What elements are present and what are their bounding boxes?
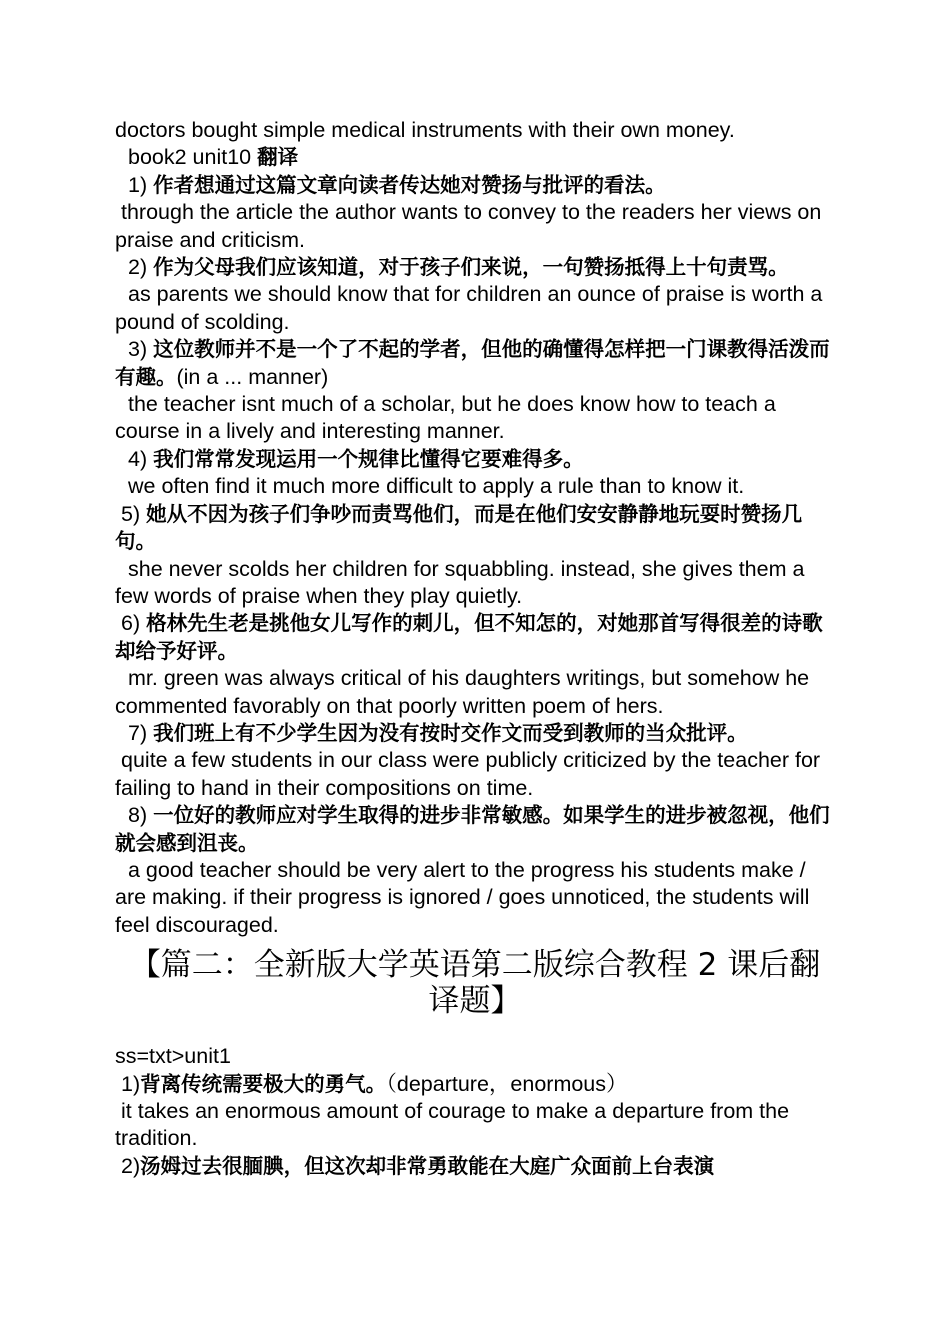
unit1-question-2	[115, 1153, 835, 1180]
answer-7: quite a few students in our class were publicly criticized by the teacher for failing to hand in their compositions on time.	[115, 748, 821, 800]
question-text: 作者想通过这篇文章向读者传达她对赞扬与批评的看法。	[153, 172, 666, 197]
question-hint: (in a ... manner)	[176, 364, 329, 389]
answer-4: we often find it much more difficult to apply a rule than to know it.	[128, 474, 745, 499]
question-8	[115, 802, 835, 857]
question-number: 8)	[128, 803, 154, 828]
question-number: 2)	[128, 255, 154, 280]
answer-2: as parents we should know that for children an ounce of praise is worth a pound of scolding.	[115, 282, 823, 334]
section-title	[115, 144, 835, 171]
unit1-question-1	[115, 1071, 835, 1098]
unit-label: ss=txt>unit1	[115, 1044, 231, 1069]
document-page	[115, 117, 835, 1180]
question-number: 7)	[128, 720, 154, 745]
section-title-cn: 翻译	[257, 145, 299, 170]
question-7	[115, 720, 835, 747]
question-text: 作为父母我们应该知道，对于孩子们来说，一句赞扬抵得上十句责骂。	[153, 255, 789, 280]
question-number: 4)	[128, 446, 154, 471]
answer-3: the teacher isnt much of a scholar, but he does know how to teach a course in a lively and interesting manner.	[115, 392, 776, 444]
question-number: 5)	[121, 501, 147, 526]
question-number: 3)	[128, 337, 154, 362]
question-text: 一位好的教师应对学生取得的进步非常敏感。如果学生的进步被忽视，他们就会感到沮丧。	[115, 803, 830, 855]
question-number: 6)	[121, 611, 147, 636]
question-1	[115, 172, 835, 199]
answer-1: through the article the author wants to convey to the readers her views on praise and criticism.	[115, 200, 822, 252]
question-3	[115, 336, 835, 391]
question-text: 她从不因为孩子们争吵而责骂他们，而是在他们安安静静地玩耍时赞扬几句。	[115, 501, 803, 554]
unit1-answer-1: it takes an enormous amount of courage to make a departure from the tradition.	[115, 1099, 790, 1151]
part-heading: 【篇二：全新版大学英语第二版综合教程 2 课后翻译题】	[129, 947, 821, 1020]
answer-5: she never scolds her children for squabbling. instead, she gives them a few words of praise when they play quietly.	[115, 556, 805, 608]
question-number: 1)	[128, 172, 154, 197]
question-5	[115, 501, 835, 556]
question-number: 2)	[121, 1153, 141, 1178]
question-6	[115, 610, 835, 665]
question-hint: （departure，enormous）	[386, 1071, 628, 1096]
spacer	[115, 1029, 835, 1043]
answer-8: a good teacher should be very alert to the progress his students make / are making. if their progress is ignored / goes unnoticed, the students will feel discouraged.	[115, 857, 810, 937]
question-text: 我们常常发现运用一个规律比懂得它要难得多。	[153, 446, 584, 471]
text-line: doctors bought simple medical instruments with their own money.	[115, 118, 735, 142]
question-text: 我们班上有不少学生因为没有按时交作文而受到教师的当众批评。	[153, 720, 748, 745]
question-2	[115, 254, 835, 281]
answer-6: mr. green was always critical of his daughters writings, but somehow he commented favorably on that poorly written poem of hers.	[115, 666, 810, 718]
question-text: 汤姆过去很腼腆，但这次却非常勇敢能在大庭广众面前上台表演	[140, 1153, 715, 1178]
section-title-en: book2 unit10	[128, 145, 258, 170]
question-text: 这位教师并不是一个了不起的学者，但他的确懂得怎样把一门课教得活泼而有趣。	[115, 337, 830, 389]
question-text: 背离传统需要极大的勇气。	[140, 1071, 387, 1096]
question-text: 格林先生老是挑他女儿写作的刺儿，但不知怎的，对她那首写得很差的诗歌却给予好评。	[115, 611, 823, 663]
question-4	[115, 446, 835, 473]
question-number: 1)	[121, 1071, 141, 1096]
